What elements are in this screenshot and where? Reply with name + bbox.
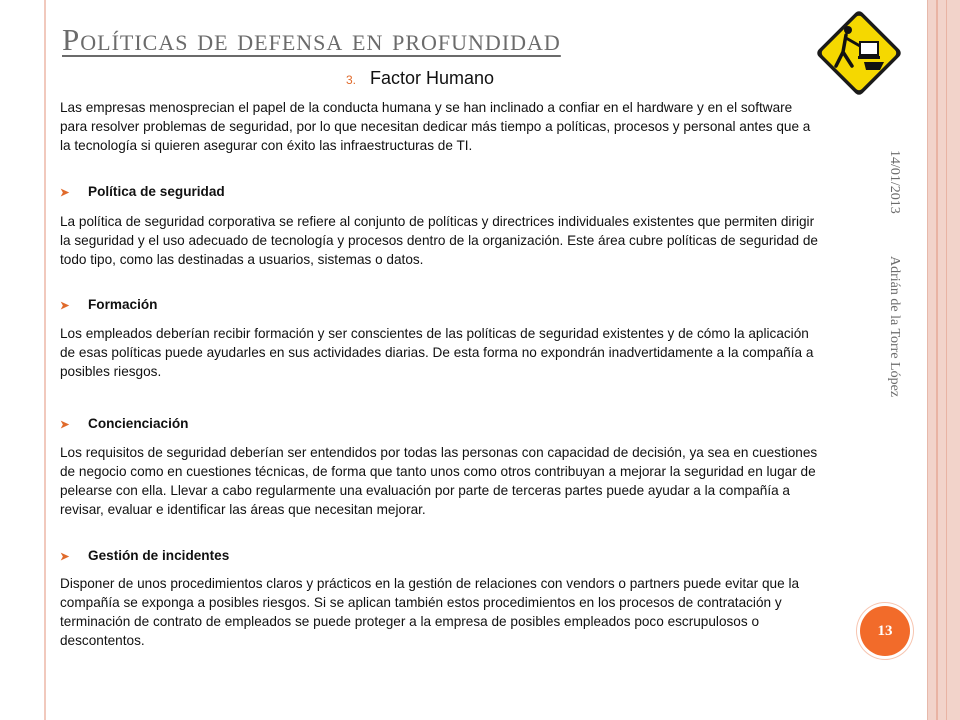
intro-paragraph: Las empresas menosprecian el papel de la conducta humana y se han inclinado a confiar en el hardware y en el software para resolver problemas de seguridad, por lo que necesitan dedicar más tiempo a políticas, procesos y personal antes que a la tecnología si quieren asegurar con éxito las infraestructuras de TI. <box>60 100 811 153</box>
bullet-heading-label: Formación <box>88 297 158 312</box>
bullet-heading <box>60 416 188 431</box>
section-paragraph: Disponer de unos procedimientos claros y prácticos en la gestión de relaciones con vendors o partners puede evitar que la compañía se exponga a posibles riesgos. Si se aplican también estos procedimientos en los procesos de contratación y terminación de contrato de empleados se puede proteger a la empresa de posibles empleados poco escrupulosos o descontentos. <box>60 576 800 648</box>
bullet-heading <box>60 297 158 312</box>
right-decorative-band <box>927 0 960 720</box>
bullet-heading-label: Gestión de incidentes <box>88 548 230 563</box>
slide-author: Adrián de la Torre López <box>887 256 902 398</box>
arrow-bullet-icon: ➤ <box>60 300 70 312</box>
bullet-heading-label: Concienciación <box>88 416 189 431</box>
bullet-heading-label: Política de seguridad <box>88 184 225 199</box>
left-decorative-line <box>44 0 46 720</box>
bullet-heading <box>60 184 225 199</box>
arrow-bullet-icon: ➤ <box>60 551 70 563</box>
section-paragraph: Los requisitos de seguridad deberían ser entendidos por todas las personas con capacidad de decisión, ya sea en cuestiones de negocio como en cuestiones técnicas, de forma que tanto unos como otros contribuyan a mejorar la seguridad en lugar de pelearse con ella. Llevar a cabo regularmente una evaluación por parte de terceras partes puede ayudar a la compañía a revisar, evaluar e identificar las áreas que necesitan mejorar. <box>60 445 818 517</box>
slide-date: 14/01/2013 <box>887 150 902 214</box>
bullet-heading <box>60 548 229 563</box>
section-heading <box>346 68 494 89</box>
arrow-bullet-icon: ➤ <box>60 419 70 431</box>
slide-title: Políticas de defensa en profundidad <box>62 22 561 57</box>
section-paragraph: Los empleados deberían recibir formación y ser conscientes de las políticas de seguridad existentes y de cómo la aplicación de esas políticas puede ayudarles en sus actividades diarias. De esta forma no expondrán inadvertidamente a la compañía a posibles riesgos. <box>60 326 814 379</box>
section-title: Factor Humano <box>370 68 495 88</box>
page-number-badge: 13 <box>860 606 910 656</box>
section-paragraph: La política de seguridad corporativa se refiere al conjunto de políticas y directrices individuales existentes que permiten dirigir la seguridad y el uso adecuado de tecnología y procesos dentro de la organización. Este área cubre políticas de seguridad de todo tipo, como las destinadas a usuarios, sistemas o datos. <box>60 214 818 267</box>
under-construction-sign-icon <box>806 0 912 106</box>
section-number: 3. <box>346 73 357 87</box>
arrow-bullet-icon: ➤ <box>60 187 70 199</box>
